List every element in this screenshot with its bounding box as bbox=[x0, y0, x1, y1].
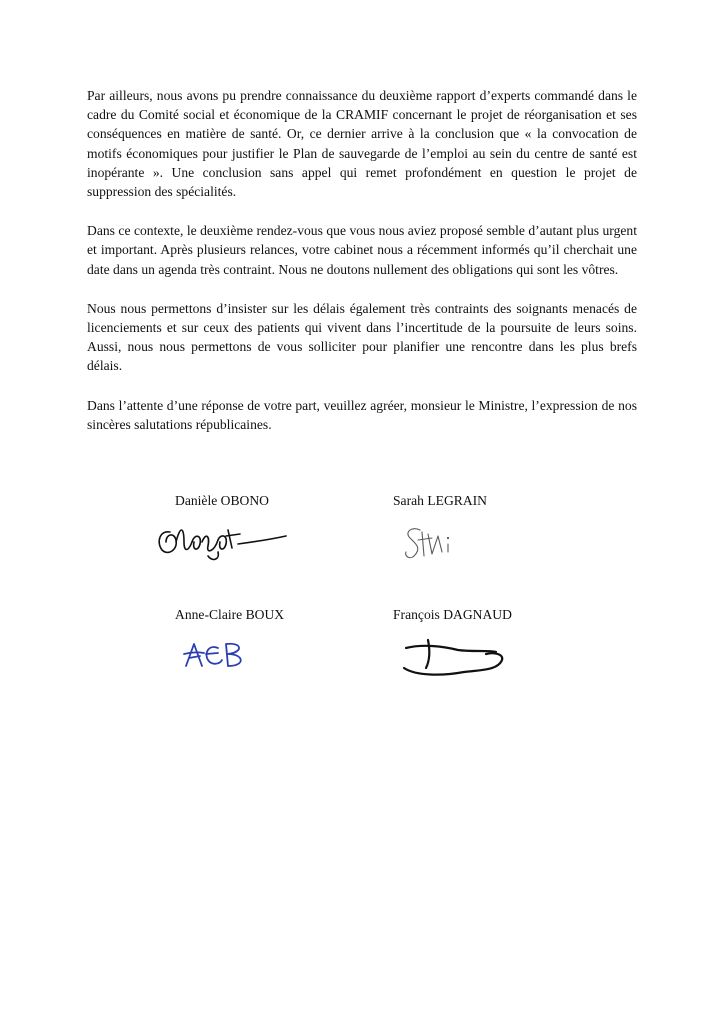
paragraph-closing: Dans l’attente d’une réponse de votre part, veuillez agréer, monsieur le Ministre, l’expression de nos sincères salutations républicaines. bbox=[87, 397, 637, 432]
paragraph-expert-report: Par ailleurs, nous avons pu prendre connaissance du deuxième rapport d’experts commandé dans le cadre du Comité social et économique de la CRAMIF concernant le projet de réorganisation et ses conséquences en matière de santé. Or, ce dernier arrive à la conclusion que « la convocation de motifs économiques pour justifier le Plan de sauvegarde de l’emploi au sein du centre de santé est inopérante ». Une conclusion sans appel qui remet profondément en question le projet de suppression des spécialités. bbox=[87, 88, 637, 200]
letter-body bbox=[87, 86, 637, 454]
signatory-name-obono: Danièle OBONO bbox=[175, 493, 270, 508]
signatory-name-dagnaud: François DAGNAUD bbox=[393, 607, 512, 622]
paragraph-context: Dans ce contexte, le deuxième rendez-vous que vous nous aviez proposé semble d’autant plus urgent et important. Après plusieurs relances, votre cabinet nous a récemment informés qu’il cherchait une date dans un agenda très contraint. Nous ne doutons nullement des obligations qui sont les vôtres. bbox=[87, 223, 637, 277]
signature-dagnaud bbox=[398, 634, 508, 682]
signature-legrain bbox=[398, 522, 478, 568]
signatory-name-boux: Anne-Claire BOUX bbox=[175, 607, 285, 622]
paragraph-deadlines: Nous nous permettons d’insister sur les délais également très contraints des soignants menacés de licenciements et sur ceux des patients qui vivent dans l’incertitude de la poursuite de leurs soins. Aussi, nous nous permettons de vous solliciter pour planifier une rencontre dans les plus brefs délais. bbox=[87, 300, 637, 374]
signature-obono bbox=[148, 512, 290, 564]
signatory-name-legrain: Sarah LEGRAIN bbox=[393, 493, 488, 508]
signature-boux bbox=[182, 638, 252, 672]
